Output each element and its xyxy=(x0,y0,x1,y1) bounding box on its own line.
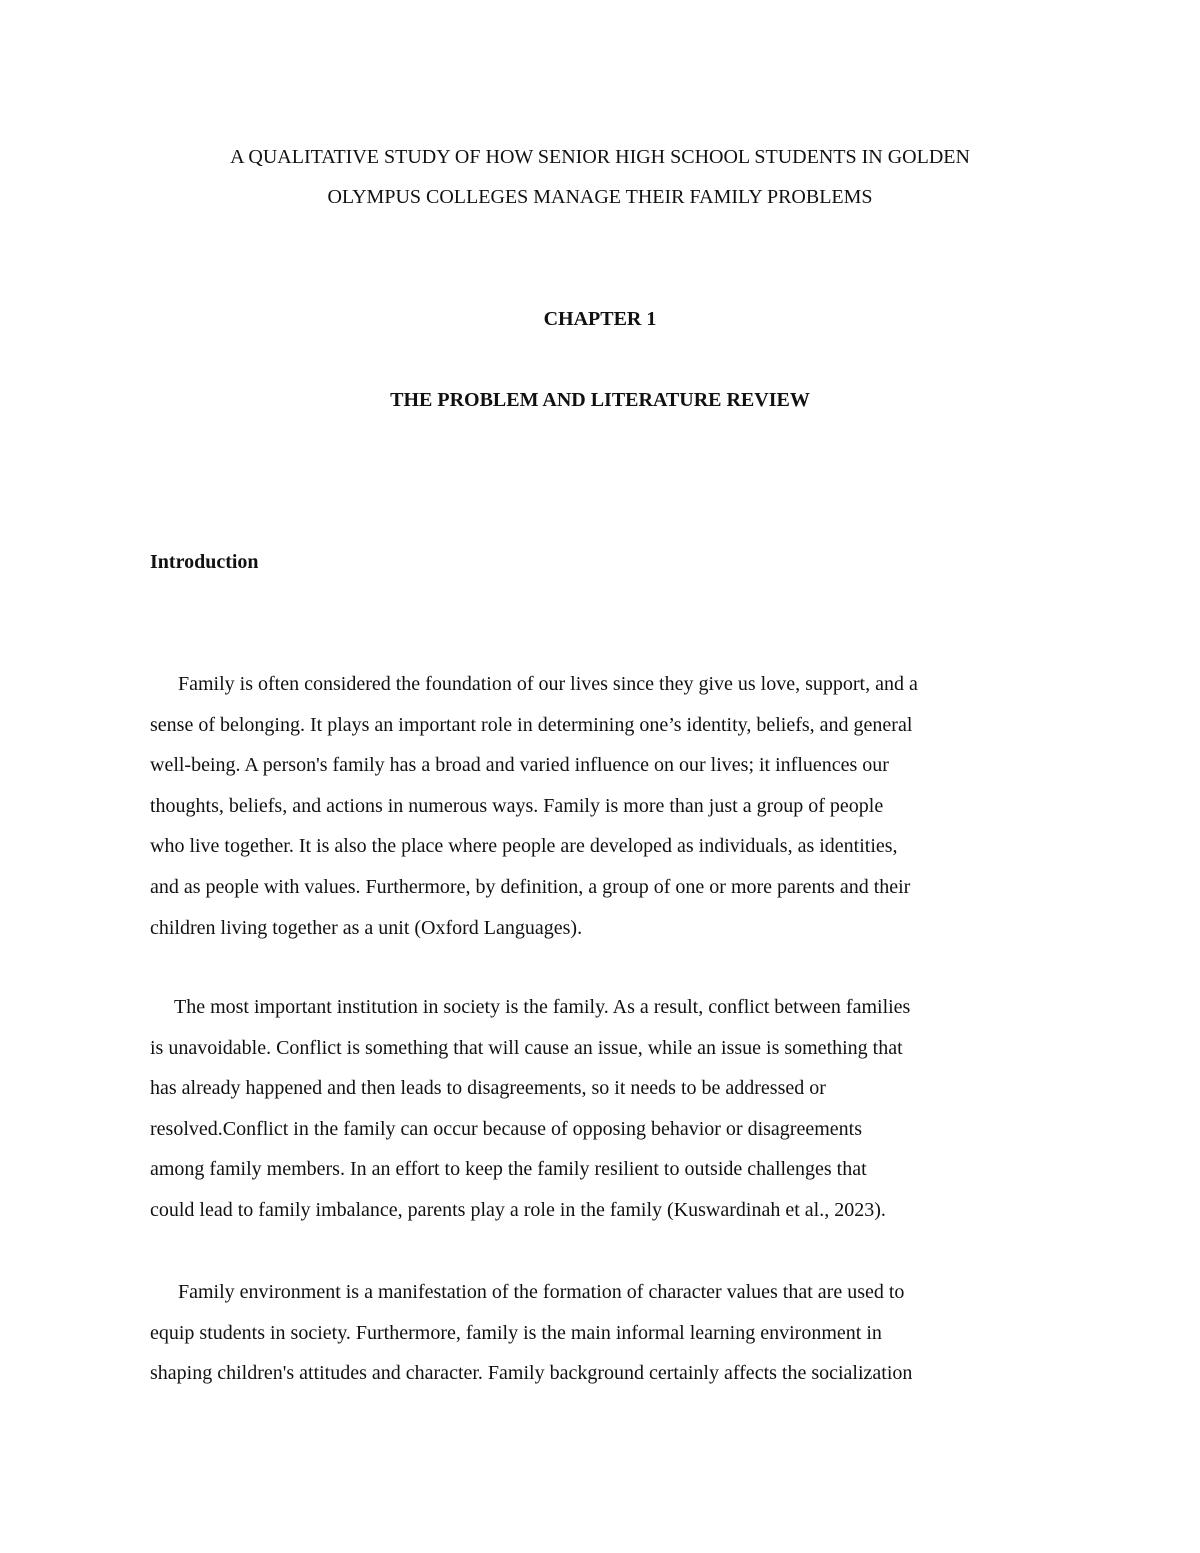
paragraph-1-line-6: and as people with values. Furthermore, by definition, a group of one or more parents and their xyxy=(150,875,911,898)
chapter-title: THE PROBLEM AND LITERATURE REVIEW xyxy=(390,389,810,411)
chapter-number: CHAPTER 1 xyxy=(543,308,657,330)
document-title xyxy=(120,137,1080,217)
paragraph-1-line-5: who live together. It is also the place where people are developed as individuals, as identities, xyxy=(150,835,898,858)
paragraph-2-line-5: among family members. In an effort to keep the family resilient to outside challenges that xyxy=(150,1158,867,1181)
paragraph-2-line-1: The most important institution in society is the family. As a result, conflict between families xyxy=(174,996,911,1018)
paragraph-2-line-2: is unavoidable. Conflict is something that will cause an issue, while an issue is something that xyxy=(150,1036,903,1059)
paragraph-3-line-3: shaping children's attitudes and character. Family background certainly affects the socialization xyxy=(150,1362,913,1385)
title-line-2: OLYMPUS COLLEGES MANAGE THEIR FAMILY PROBLEMS xyxy=(327,186,873,208)
paragraph-1-line-1: Family is often considered the foundation of our lives since they give us love, support, and a xyxy=(178,673,918,695)
paragraph-2 xyxy=(150,987,1070,1231)
section-heading-introduction: Introduction xyxy=(150,551,259,573)
paragraph-3-line-2: equip students in society. Furthermore, family is the main informal learning environment in xyxy=(150,1321,882,1344)
paragraph-3 xyxy=(150,1272,1070,1394)
paragraph-1-line-3: well-being. A person's family has a broad and varied influence on our lives; it influences our xyxy=(150,754,889,777)
paragraph-2-line-4: resolved.Conflict in the family can occur because of opposing behavior or disagreements xyxy=(150,1117,862,1140)
paragraph-2-line-6: could lead to family imbalance, parents play a role in the family (Kuswardinah et al., 2023). xyxy=(150,1198,886,1221)
paragraph-1-line-2: sense of belonging. It plays an important role in determining one’s identity, beliefs, and general xyxy=(150,713,913,736)
paragraph-2-line-3: has already happened and then leads to disagreements, so it needs to be addressed or xyxy=(150,1077,826,1100)
paragraph-1-line-4: thoughts, beliefs, and actions in numerous ways. Family is more than just a group of people xyxy=(150,794,884,817)
paragraph-1 xyxy=(150,664,1070,948)
paragraph-3-line-1: Family environment is a manifestation of the formation of character values that are used to xyxy=(178,1281,905,1303)
paragraph-1-line-7: children living together as a unit (Oxford Languages). xyxy=(150,916,583,939)
title-line-1: A QUALITATIVE STUDY OF HOW SENIOR HIGH SCHOOL STUDENTS IN GOLDEN xyxy=(230,146,970,168)
